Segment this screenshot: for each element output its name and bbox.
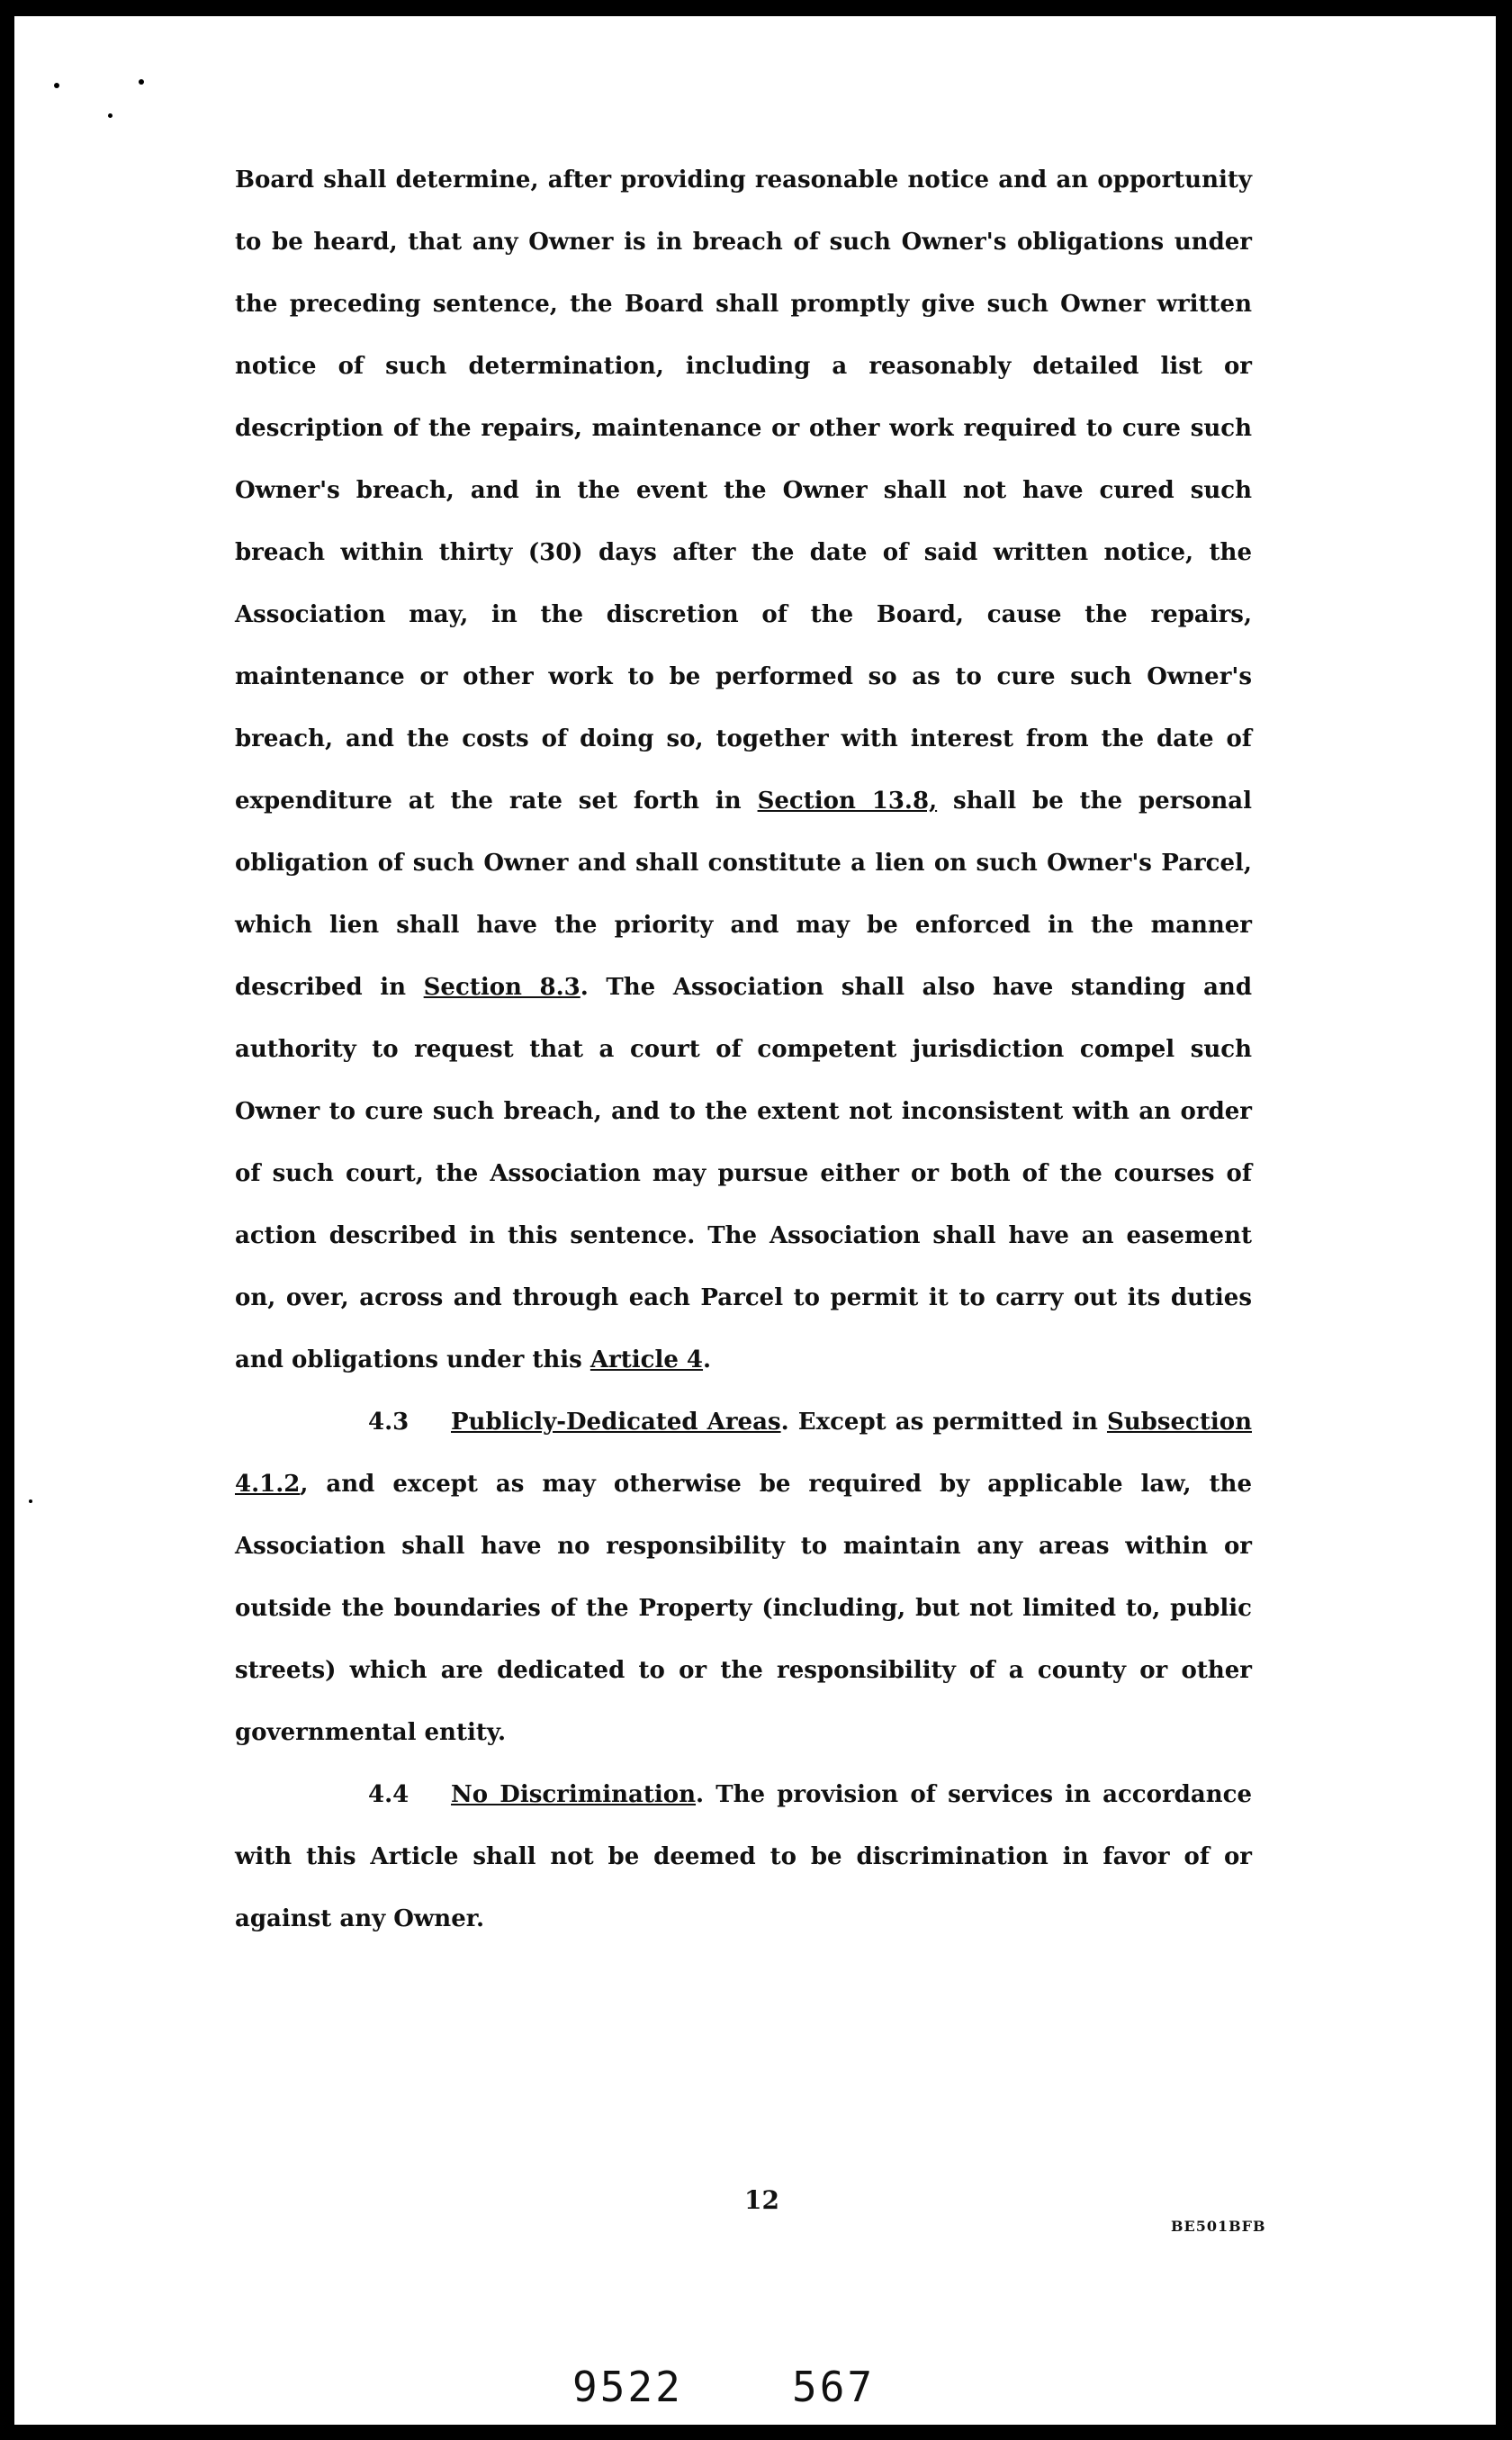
- document-body: [235, 149, 1252, 1950]
- section-8-3-reference: Section 8.3: [423, 974, 580, 1001]
- document-code: BE501BFB: [1171, 2218, 1266, 2235]
- section-number: 4.4: [368, 1781, 410, 1808]
- subsection-4-1-2-reference: Subsection 4.1.2: [235, 1409, 1252, 1498]
- scan-speck: [29, 1499, 32, 1503]
- scan-speck: [139, 79, 144, 85]
- stamp-number-left: 9522: [572, 2363, 683, 2411]
- page-number: 12: [744, 2185, 779, 2215]
- continued-paragraph: Board shall determine, after providing reasonable notice and an opportunity to be heard, that any Owner is in breach of such Owner's obligations under the preceding sentence, the Board shall promptly give such Owner written notice of such determination, including a reasonably detailed list or description of the repairs, maintenance or other work required to cure such Owner's breach, and in the event the Owner shall not have cured such breach within thirty (30) days after the date of said written notice, the Association may, in the discretion of the Board, cause the repairs, maintenance or other work to be performed so as to cure such Owner's breach, and the costs of doing so, together with interest from the date of expenditure at the rate set forth in Section 13.8, shall be the personal obligation of such Owner and shall constitute a lien on such Owner's Parcel, which lien shall have the priority and may be enforced in the manner described in Section 8.3. The Association shall also have standing and authority to request that a court of competent jurisdiction compel such Owner to cure such breach, and to the extent not inconsistent with an order of such court, the Association may pursue either or both of the courses of action described in this sentence. The Association shall have an easement on, over, across and through each Parcel to permit it to carry out its duties and obligations under this Article 4.: [235, 167, 1252, 1373]
- scan-speck: [108, 113, 112, 118]
- stamp-number-right: 567: [792, 2363, 876, 2411]
- section-number: 4.3: [368, 1409, 410, 1436]
- article-4-reference: Article 4: [590, 1346, 704, 1373]
- section-4-3: 4.3 Publicly-Dedicated Areas. Except as permitted in Subsection 4.1.2, and except as may otherwise be required by applicable law, the Association shall have no responsibility to maintain any areas within or outside the boundaries of the Property (including, but not limited to, public streets) which are dedicated to or the responsibility of a county or other governmental entity.: [235, 1391, 1252, 1764]
- scan-speck: [54, 83, 59, 88]
- section-4-4: 4.4 No Discrimination. The provision of services in accordance with this Article shall not be deemed to be discrimination in favor of or against any Owner.: [235, 1764, 1252, 1950]
- section-heading: No Discrimination: [451, 1781, 697, 1808]
- section-13-8-reference: Section 13.8,: [757, 788, 938, 815]
- section-heading: Publicly-Dedicated Areas: [451, 1409, 781, 1436]
